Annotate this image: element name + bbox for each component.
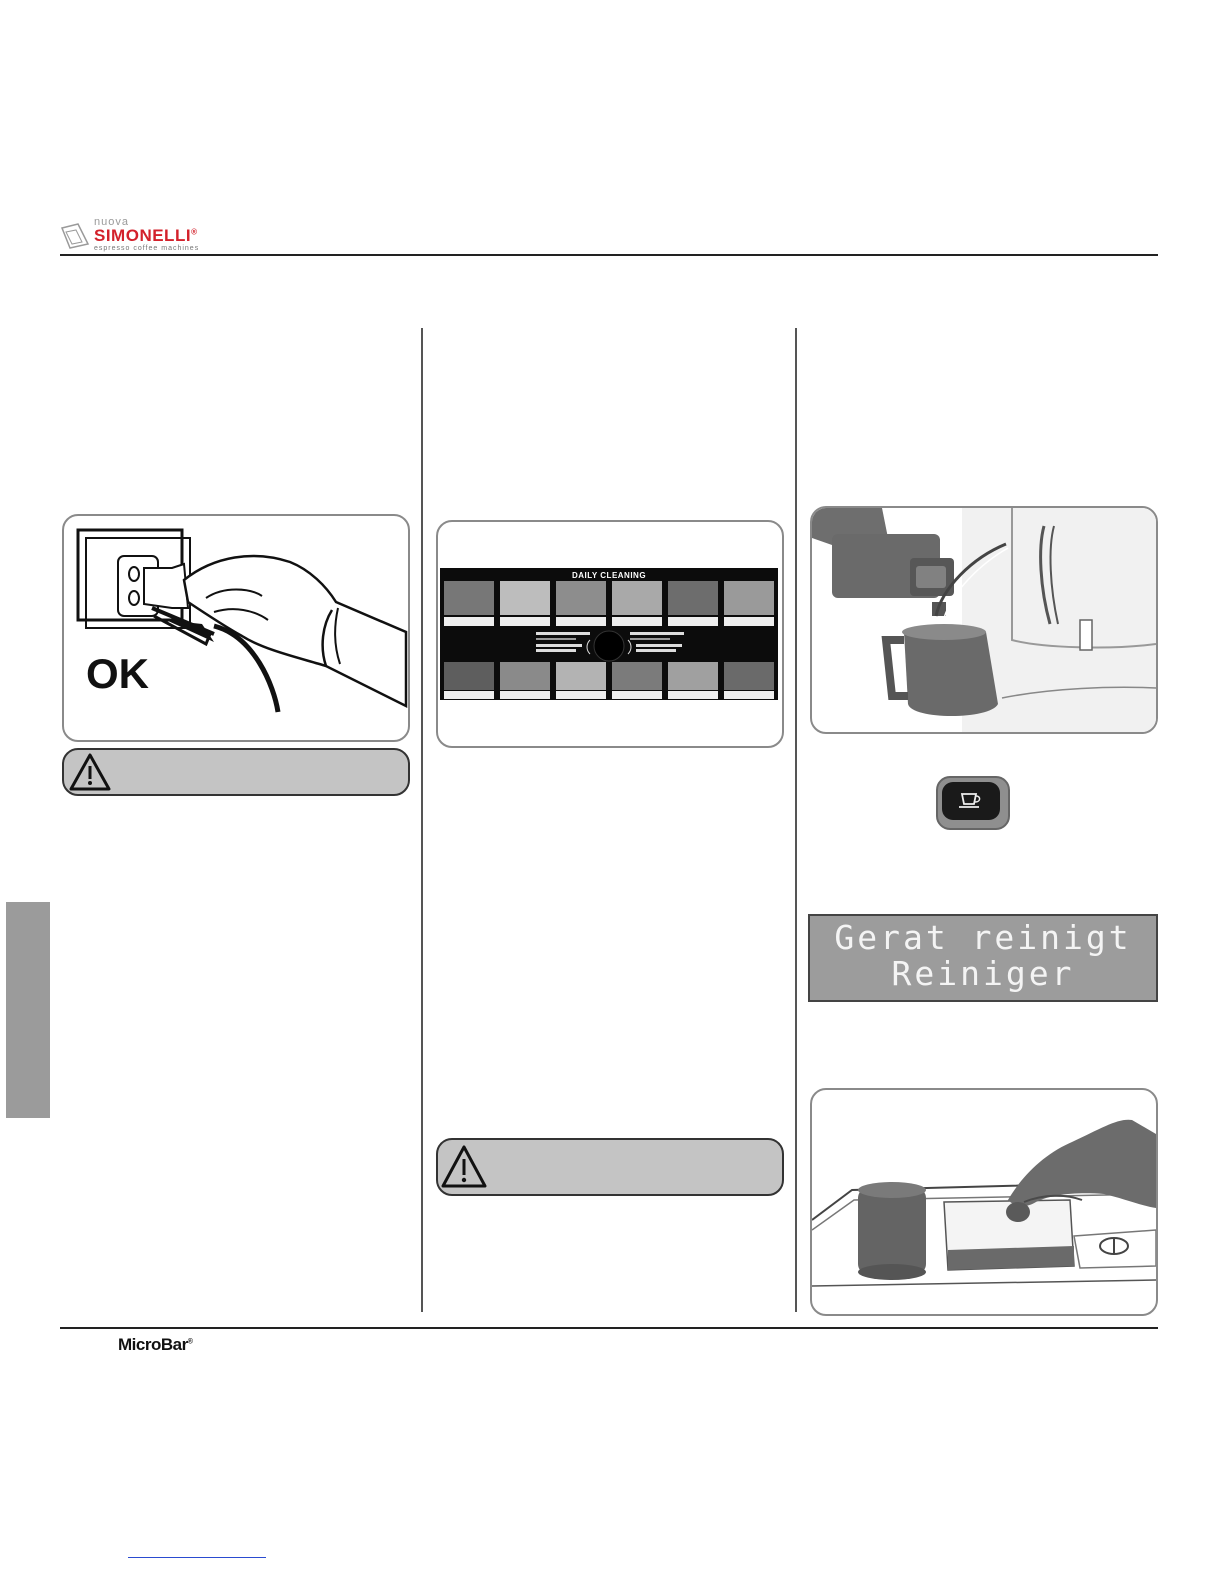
unplug-illustration [64, 516, 408, 740]
warning-bar-2 [436, 1138, 784, 1196]
logo-tagline: espresso coffee machines [94, 245, 200, 252]
pour-cleaner-illustration [812, 508, 1156, 732]
cup-icon [958, 790, 984, 812]
warning-triangle-icon [68, 752, 112, 792]
section-side-tab [6, 902, 50, 1118]
brand-logo [60, 216, 260, 252]
logo-name-text: SIMONELLI® [94, 226, 198, 245]
column-divider-1 [421, 328, 423, 1312]
daily-cleaning-poster [440, 568, 778, 700]
bottom-link-underline [128, 1557, 266, 1558]
warning-triangle-icon [440, 1144, 488, 1190]
header-rule [60, 254, 1158, 256]
logo-mark-icon [60, 222, 90, 250]
lcd-line-1: Gerat reinigt [834, 918, 1132, 957]
cup-button[interactable] [936, 776, 1010, 830]
figure-insert-tablet [810, 1088, 1158, 1316]
logo-nuova-text: nuova [94, 216, 129, 228]
lcd-line-2: Reiniger [891, 954, 1075, 993]
column-divider-2 [795, 328, 797, 1312]
figure-pour-cleaner [810, 506, 1158, 734]
unplug-ok-label: OK [86, 650, 149, 697]
insert-tablet-illustration [812, 1090, 1156, 1314]
warning-bar-1 [62, 748, 410, 796]
poster-steps-grid [440, 568, 778, 700]
cup-button-face [942, 782, 1000, 820]
figure-daily-cleaning-poster [436, 520, 784, 748]
lcd-display [808, 914, 1158, 1002]
figure-unplug [62, 514, 410, 742]
poster-title: DAILY CLEANING [571, 571, 647, 580]
footer-rule [60, 1327, 1158, 1329]
footer-brand: MicroBar® [118, 1335, 193, 1354]
